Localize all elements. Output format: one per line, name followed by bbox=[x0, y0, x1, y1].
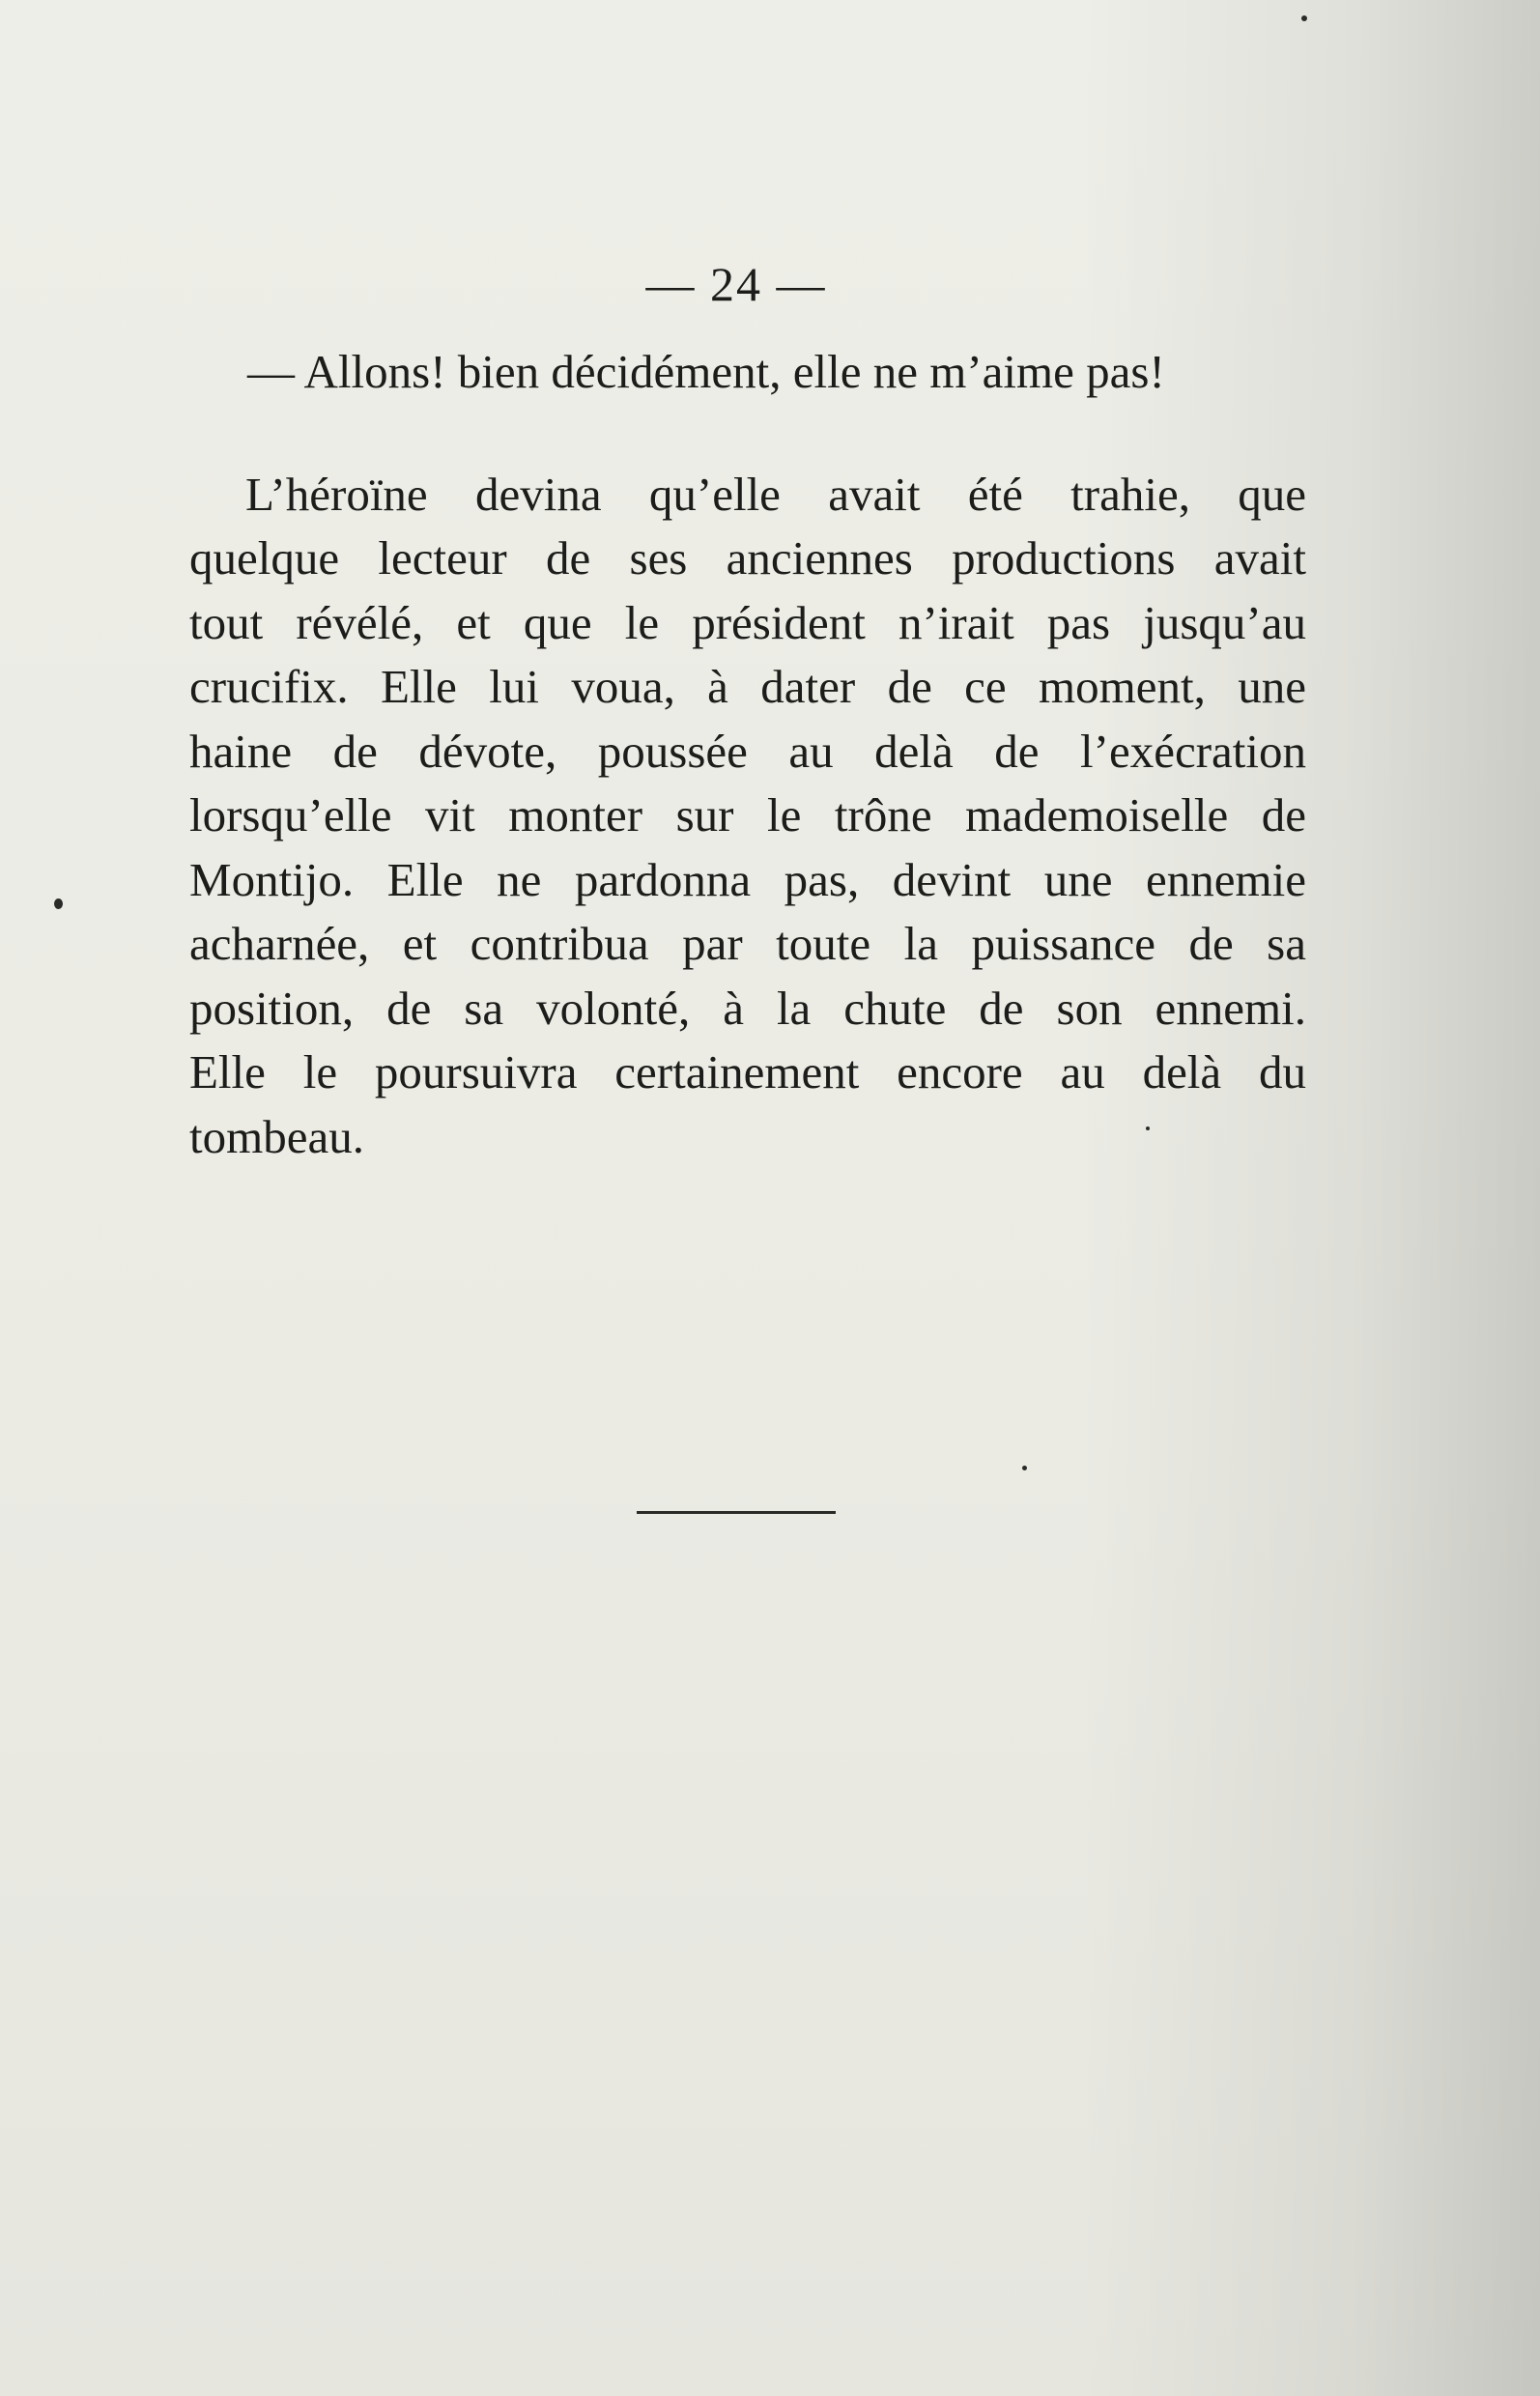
paragraph-line: L’héroïne devina qu’elle avait été trahie, que bbox=[245, 467, 1306, 521]
paragraph-line: Elle le poursuivra certainement encore au delà du bbox=[189, 1045, 1306, 1098]
paragraph-line: haine de dévote, poussée au delà de l’exécration bbox=[189, 724, 1306, 778]
paragraph-line: quelque lecteur de ses anciennes productions avait bbox=[189, 531, 1306, 585]
paper-speck bbox=[1146, 1127, 1150, 1130]
body-text bbox=[189, 340, 1306, 1169]
page-number: — 24 — bbox=[645, 257, 827, 311]
paper-speck bbox=[1022, 1466, 1027, 1470]
paragraph-line: crucifix. Elle lui voua, à dater de ce moment, une bbox=[189, 660, 1306, 713]
paragraph-line: tout révélé, et que le président n’irait pas jusqu’au bbox=[189, 595, 1306, 649]
paragraph-line: lorsqu’elle vit monter sur le trône mademoiselle de bbox=[189, 788, 1306, 841]
section-separator-rule bbox=[637, 1511, 836, 1514]
paragraph-line: Montijo. Elle ne pardonna pas, devint une ennemie bbox=[189, 852, 1306, 906]
paper-speck bbox=[1301, 15, 1307, 21]
paragraph-line: tombeau. bbox=[189, 1109, 364, 1163]
dialogue-line: — Allons! bien décidément, elle ne m’aime pas! bbox=[247, 345, 1165, 398]
paragraph bbox=[189, 463, 1306, 1170]
paper-speck bbox=[54, 898, 63, 909]
paragraph-line: acharnée, et contribua par toute la puissance de sa bbox=[189, 917, 1306, 970]
paragraph-line: position, de sa volonté, à la chute de son ennemi. bbox=[189, 981, 1306, 1035]
